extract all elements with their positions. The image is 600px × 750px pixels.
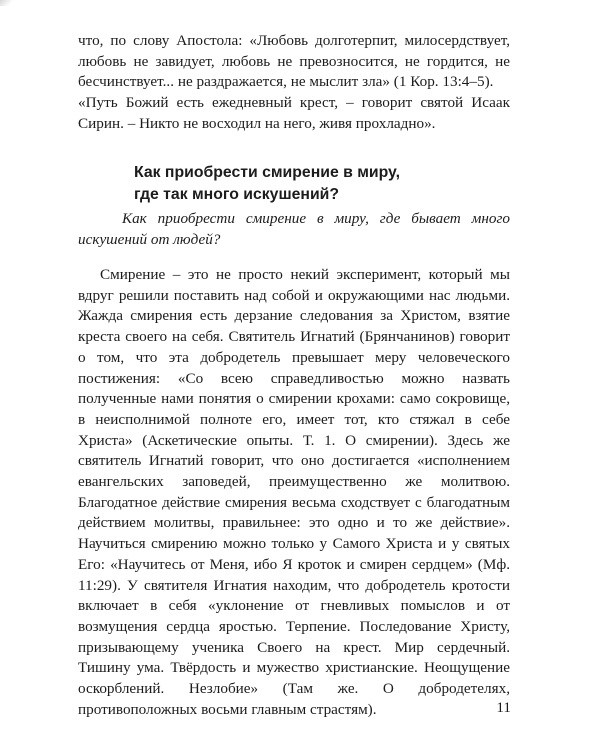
intro-paragraph-apostle-quote: что, по слову Апостола: «Любовь долготерпит, милосердствует, любовь не завидует, любовь не превозносится, не гордится, не бесчинствует... не раздражается, не мыслит зла» (1 Кор. 13:4–5). — [78, 32, 510, 91]
question-text: Как приобрести смирение в миру, где бывает много искушений от людей? — [78, 210, 510, 248]
section-heading-line-2: где так много искушений? — [134, 185, 340, 203]
section-heading-line-1: Как приобрести смирение в миру, — [134, 164, 401, 181]
section-heading — [134, 162, 464, 205]
answer-text: Смирение – это не просто некий эксперимент, который мы вдруг решили поставить над собой и окружающими нас людьми. Жажда смирения есть дерзание следования за Христом, взятие креста своего на себя. Святитель Игнатий (Брянчанинов) говорит о том, что эта добродетель превышает меру человеческого постижения: «Со всею справедливостью можно назвать полученные нами понятия о смирении крохами: само сокровище, в неисполнимой полноте его, имеет тот, кто стяжал в себе Христа» (Аскетические опыты. Т. 1. О смирении). Здесь же святитель Игнатий говорит, что оно достигается «исполнением евангельских заповедей, преимущественно же молитвою. Благодатное действие смирения весьма сходствует с благодатным действием молитвы, правильнее: это одно и то же действие». Научиться смирению можно только у Самого Христа и у святых Его: «Научитесь от Меня, ибо Я кроток и смирен сердцем» (Мф. 11:29). У святителя Игнатия находим, что добродетель кротости включает в себя «уклонение от гневливых помыслов и от возмущения сердца яростью. Терпение. Последование Христу, призывающему ученика Своего на крест. Мир сердечный. Тишину ума. Твёрдость и мужество христианские. Неощущение оскорблений. Незлобие» (Там же. О добродетелях, противоположных восьми главным страстям). — [78, 266, 510, 718]
page-number: 11 — [496, 699, 511, 716]
page-corner-shadow — [0, 0, 12, 6]
intro-paragraph-isaac-quote: «Путь Божий есть ежедневный крест, – говорит святой Исаак Сирин. – Никто не восходил на него, живя прохладно». — [78, 94, 510, 132]
intro-text — [78, 31, 510, 135]
